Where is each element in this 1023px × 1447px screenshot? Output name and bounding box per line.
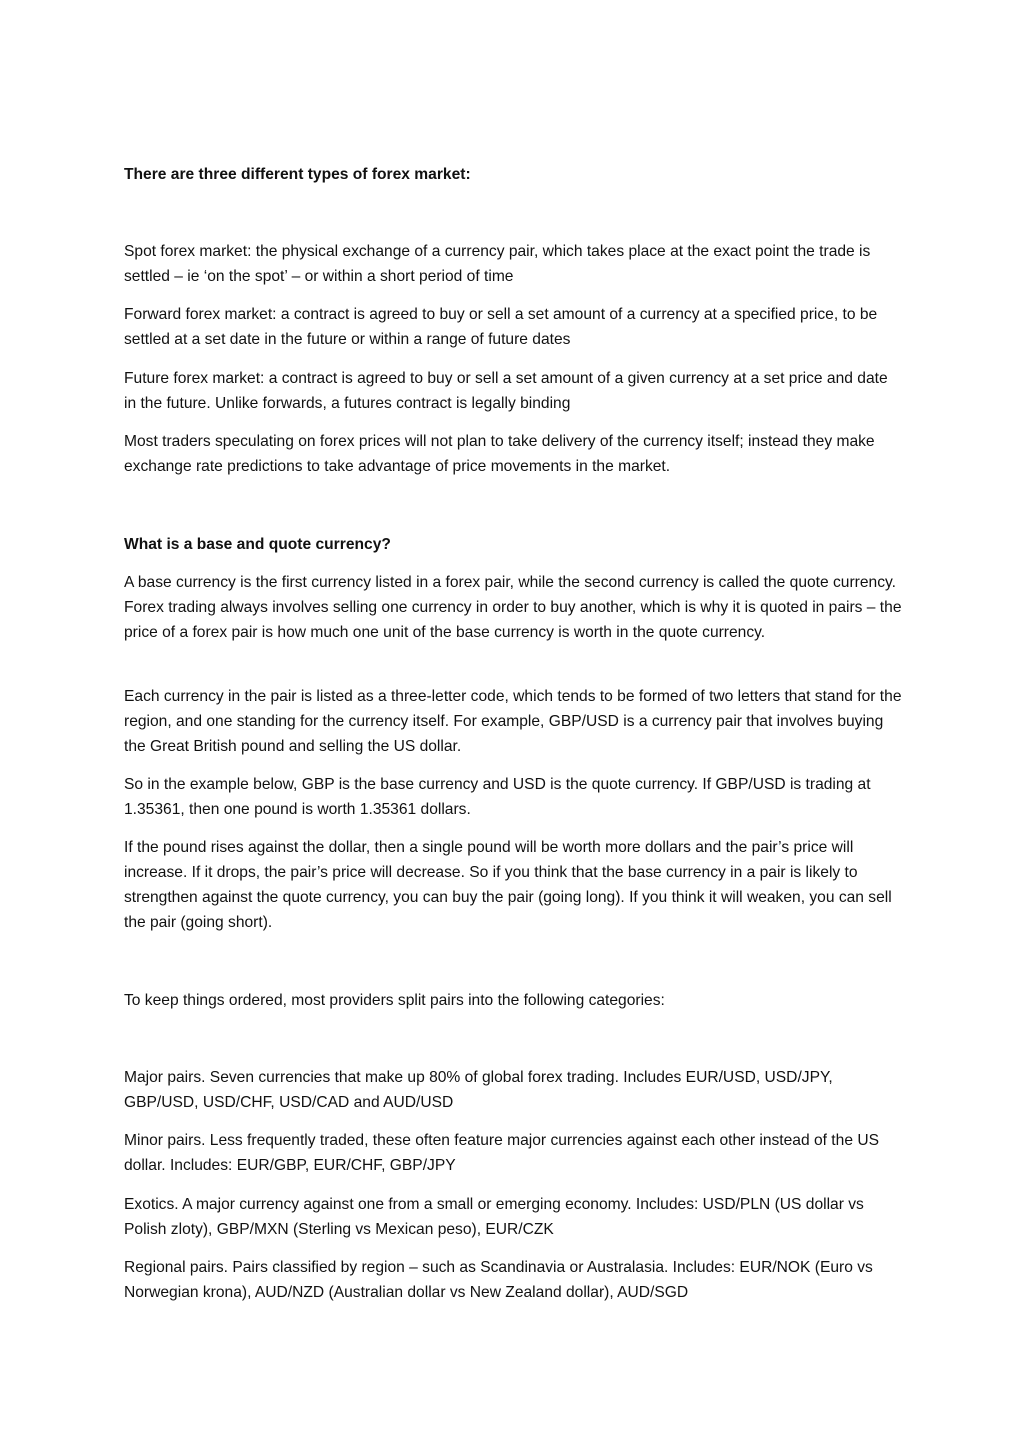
gbp-usd-example-paragraph: So in the example below, GBP is the base currency and USD is the quote currency. If GBP/USD is trading at 1.35361, then one pound is worth 1.35361 dollars. — [124, 776, 871, 818]
base-quote-heading: What is a base and quote currency? — [124, 536, 391, 553]
spot-market-paragraph: Spot forex market: the physical exchange of a currency pair, which takes place at the exact point the trade is settled – ie ‘on the spot’ – or within a short period of time — [124, 243, 871, 285]
speculation-paragraph: Most traders speculating on forex prices will not plan to take delivery of the currency itself; instead they make exchange rate predictions to take advantage of price movements in the market. — [124, 433, 875, 475]
regional-pairs-paragraph: Regional pairs. Pairs classified by region – such as Scandinavia or Australasia. Includes: EUR/NOK (Euro vs Norwegian krona), AUD/NZD (Australian dollar vs New Zealand dollar), AUD/SGD — [124, 1259, 873, 1301]
forward-market-paragraph: Forward forex market: a contract is agreed to buy or sell a set amount of a currency at a specified price, to be settled at a set date in the future or within a range of future dates — [124, 306, 878, 348]
exotics-paragraph: Exotics. A major currency against one from a small or emerging economy. Includes: USD/PLN (US dollar vs Polish zloty), GBP/MXN (Sterling vs Mexican peso), EUR/CZK — [124, 1196, 864, 1238]
major-pairs-paragraph: Major pairs. Seven currencies that make up 80% of global forex trading. Includes EUR/USD, USD/JPY, GBP/USD, USD/CHF, USD/CAD and AUD/USD — [124, 1069, 833, 1111]
base-currency-paragraph: A base currency is the first currency listed in a forex pair, while the second currency is called the quote currency. Forex trading always involves selling one currency in order to buy another, which is why it is quoted in pairs – the price of a forex pair is how much one unit of the base currency is worth in the quote currency. — [124, 574, 902, 641]
forex-market-types-heading: There are three different types of forex market: — [124, 166, 471, 183]
three-letter-code-paragraph: Each currency in the pair is listed as a three-letter code, which tends to be formed of two letters that stand for the region, and one standing for the currency itself. For example, GBP/USD is a currency pair that involves buying the Great British pound and selling the US dollar. — [124, 688, 902, 755]
minor-pairs-paragraph: Minor pairs. Less frequently traded, these often feature major currencies against each other instead of the US dollar. Includes: EUR/GBP, EUR/CHF, GBP/JPY — [124, 1132, 879, 1174]
future-market-paragraph: Future forex market: a contract is agreed to buy or sell a set amount of a given currency at a set price and date in the future. Unlike forwards, a futures contract is legally binding — [124, 370, 888, 412]
categories-intro-paragraph: To keep things ordered, most providers split pairs into the following categories: — [124, 992, 665, 1009]
price-movement-paragraph: If the pound rises against the dollar, then a single pound will be worth more dollars and the pair’s price will increase. If it drops, the pair’s price will decrease. So if you think that the base currency in a pair is likely to strengthen against the quote currency, you can buy the pair (going long). If you think it will weaken, you can sell the pair (going short). — [124, 839, 892, 931]
